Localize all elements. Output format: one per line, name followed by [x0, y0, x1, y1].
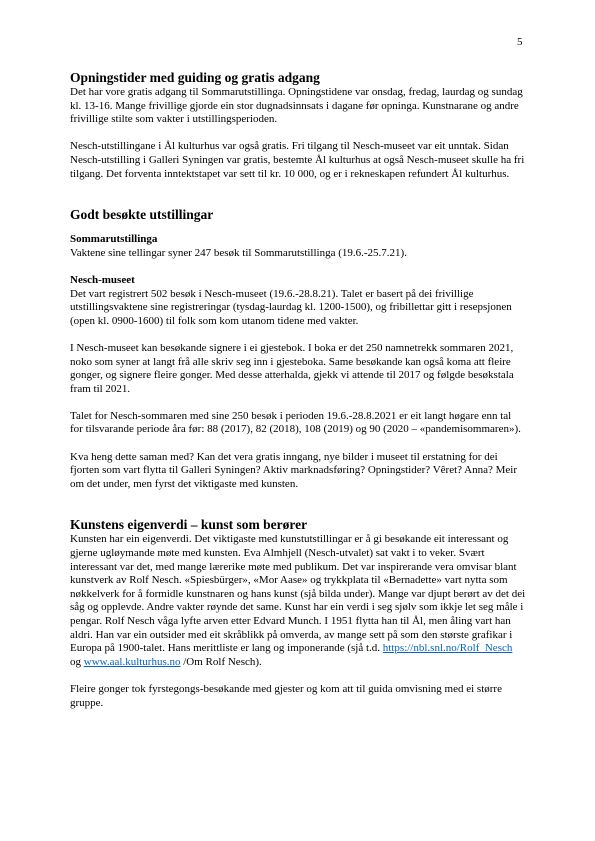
- paragraph: Kva heng dette saman med? Kan det vera gratis inngang, nye bilder i museet til erstatning for dei fjorten som vart flytta til Galleri Syningen? Aktiv marknadsføring? Opningstider? Vêret? Anna? Meir om det under, men fyrst det viktigaste med kunsten.: [70, 450, 518, 490]
- paragraph: Vaktene sine tellingar syner 247 besøk til Sommarutstillinga (19.6.-25.7.21).: [70, 246, 407, 259]
- page-number: 5: [517, 36, 523, 48]
- document-body: [70, 70, 526, 710]
- paragraph-tail: /Om Rolf Nesch).: [180, 655, 262, 668]
- link-nbl-rolf-nesch[interactable]: https://nbl.snl.no/Rolf_Nesch: [382, 642, 513, 655]
- paragraph: Nesch-utstillingane i Ål kulturhus var også gratis. Fri tilgang til Nesch-museet var eit unntak. Sidan Nesch-utstilling i Galleri Syningen var gratis, bestemte Ål kulturhus at også Nesch-museet skulle ha fri tilgang. Det forventa inntektstapet var sett til kr. 10 000, og er i rekneskapen refundert Ål kulturhus.: [70, 140, 525, 180]
- subheading-nesch-museet: Nesch-museet: [70, 273, 135, 286]
- paragraph: Det vart registrert 502 besøk i Nesch-museet (19.6.-28.8.21). Talet er basert på dei frivillige utstillingsvaktene sine registreringar (tysdag-laurdag kl. 1200-1500), og fribillettar gitt i resepsjonen (open kl. 0900-1600) til folk som kom utanom tidene med vakter.: [70, 287, 512, 327]
- section-heading-opening-hours: Opningstider med guiding og gratis adgang: [70, 70, 320, 85]
- paragraph: Det har vore gratis adgang til Sommarutstillinga. Opningstidene var onsdag, fredag, laurdag og sundag kl. 13-16. Mange frivillige gjorde ein stor dugnadsinnsats i dagane før opninga. Kunstnarane og andre frivillige stilte som vakter i utstillingsperioden.: [70, 86, 523, 126]
- paragraph: Fleire gonger tok fyrstegongs-besøkande med gjester og kom att til guida omvisning med ei større gruppe.: [70, 682, 502, 709]
- paragraph: I Nesch-museet kan besøkande signere i ei gjestebok. I boka er det 250 namnetrekk sommaren 2021, noko som syner at langt frå alle skriv seg inn i gjesteboka. Same besøkande kan også koma att fleire gonger, og signere fleire gonger. Med desse atterhalda, gjekk vi attende til 2017 og følgde besøkstala fram til 2021.: [70, 341, 514, 395]
- link-aal-kulturhus[interactable]: www.aal.kulturhus.no: [83, 655, 181, 668]
- paragraph: Talet for Nesch-sommaren med sine 250 besøk i perioden 19.6.-28.8.2021 er eit langt høgare enn tal for tilsvarande periode åra før: 88 (2017), 82 (2018), 108 (2019) og 90 (2020 – «pandemisommaren»).: [70, 409, 521, 436]
- link-joiner: og: [70, 655, 84, 668]
- paragraph: [70, 533, 526, 669]
- section-heading-visits: Godt besøkte utstillingar: [70, 207, 214, 223]
- paragraph-text: Kunsten har ein eigenverdi. Det viktigaste med kunstutstillingar er å gi besøkande eit interessant og gjerne ugløymande møte med kunsten. Eva Almhjell (Nesch-utvalet) sat vakt i to veker. Svært interessant var det, med mange lærerike møte med publikum. Det var inspirerande vera omvisar blant kunstverk av Rolf Nesch. «Spiesbürger», «Mor Aase» og trykkplata til «Bernadette» vart nytta som nøkkelverk for å formidle kunstnaren og hans kunst (sjå bilda under). Mange var djupt berørt av det dei såg og opplevde. Andre vakter røynde det same. Kunst har ein verdi i seg sjølv som ikkje let seg måle i pengar. Rolf Nesch våga lyfte arven etter Edvard Munch. I 1951 flytta han til Ål, men åling vart han aldri. Han var ein outsider med eit skråblikk på omverda, av mange sett på som den største grafikar i Europa på 1900-talet. Hans merittliste er lang og imponerande (sjå t.d.: [70, 533, 526, 655]
- subheading-sommarutstillinga: Sommarutstillinga: [70, 233, 158, 246]
- section-heading-art-value: Kunstens eigenverdi – kunst som berører: [70, 517, 308, 533]
